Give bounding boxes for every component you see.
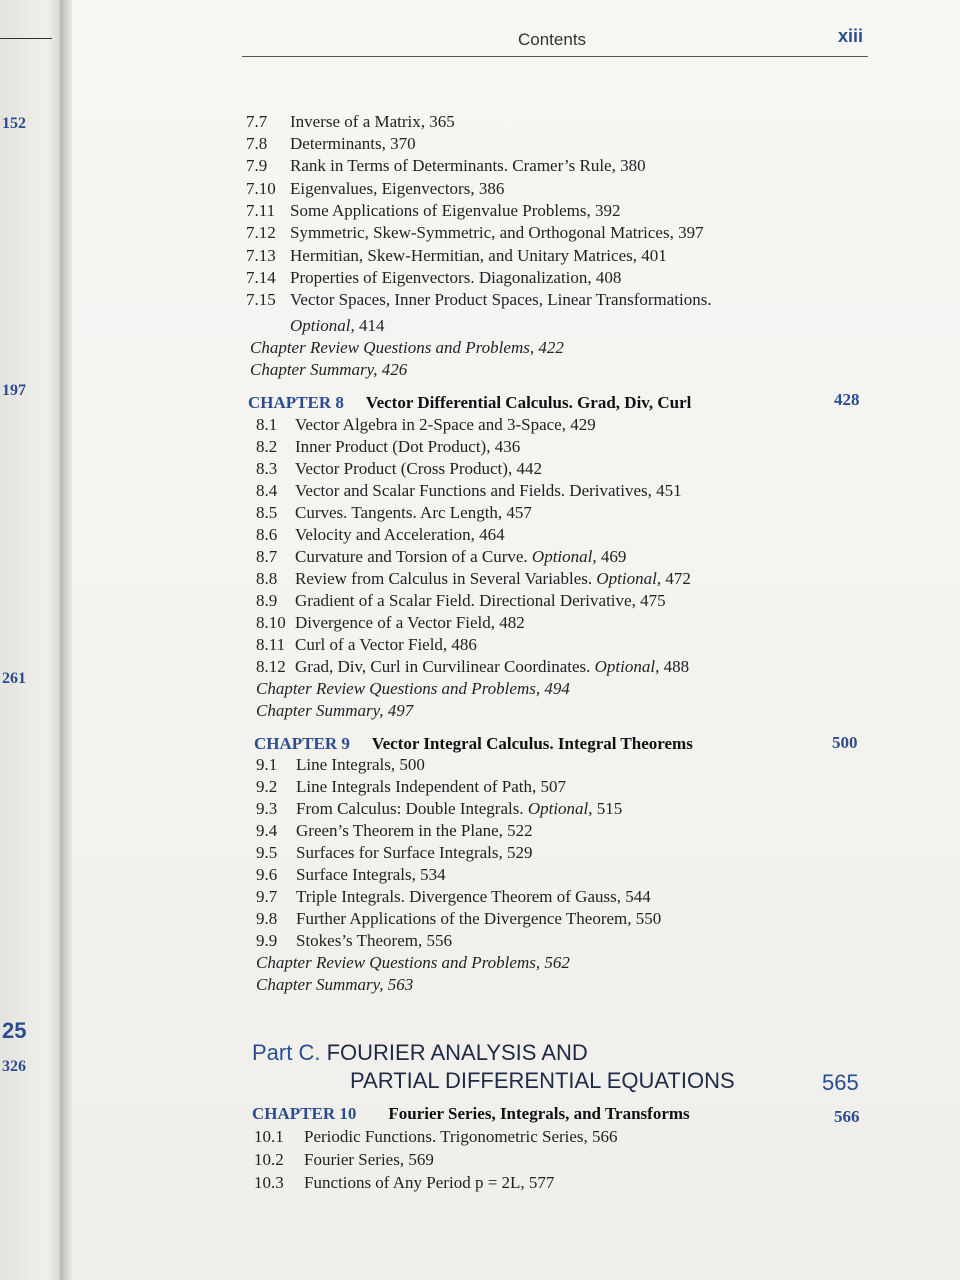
toc-entry: 9.5 Surfaces for Surface Integrals, 529 <box>256 843 533 862</box>
chapter-heading: CHAPTER 10 Fourier Series, Integrals, and Transforms <box>252 1104 690 1123</box>
toc-entry: 10.3 Functions of Any Period p = 2L, 577 <box>254 1173 555 1192</box>
toc-entry: 8.3 Vector Product (Cross Product), 442 <box>256 459 542 478</box>
facing-page-number: 326 <box>2 1058 26 1075</box>
chapter-page-number: 566 <box>834 1107 860 1126</box>
toc-entry: 10.2 Fourier Series, 569 <box>254 1150 434 1169</box>
chapter-page-number: 428 <box>834 390 860 409</box>
facing-page-number: 261 <box>2 670 26 687</box>
facing-page-rule <box>0 38 52 39</box>
toc-entry: 7.10 Eigenvalues, Eigenvectors, 386 <box>246 179 505 198</box>
toc-entry-continuation: Optional, 414 <box>290 316 385 335</box>
toc-entry: 9.1 Line Integrals, 500 <box>256 755 425 774</box>
chapter-review-entry: Chapter Review Questions and Problems, 562 <box>256 953 570 972</box>
toc-entry: 8.4 Vector and Scalar Functions and Fields. Derivatives, 451 <box>256 481 682 500</box>
toc-entry: 7.11 Some Applications of Eigenvalue Problems, 392 <box>246 201 621 220</box>
chapter-review-entry: Chapter Review Questions and Problems, 422 <box>250 338 564 357</box>
toc-entry: 8.5 Curves. Tangents. Arc Length, 457 <box>256 503 532 522</box>
toc-entry: 8.8 Review from Calculus in Several Variables. Optional, 472 <box>256 569 691 588</box>
toc-entry: 9.8 Further Applications of the Divergence Theorem, 550 <box>256 909 662 928</box>
header-rule <box>242 56 868 57</box>
facing-page-edge <box>0 0 68 1280</box>
running-head-title: Contents <box>518 30 587 49</box>
toc-entry: 7.14 Properties of Eigenvectors. Diagonalization, 408 <box>246 268 622 287</box>
toc-entry: 8.10 Divergence of a Vector Field, 482 <box>256 613 525 632</box>
toc-entry: 9.3 From Calculus: Double Integrals. Optional, 515 <box>256 799 623 818</box>
toc-entry: 8.12 Grad, Div, Curl in Curvilinear Coordinates. Optional, 488 <box>256 657 690 676</box>
toc-entry: 7.15 Vector Spaces, Inner Product Spaces, Linear Transformations. <box>246 290 712 309</box>
toc-entry: 8.1 Vector Algebra in 2-Space and 3-Space, 429 <box>256 415 596 434</box>
toc-entry: 10.1 Periodic Functions. Trigonometric Series, 566 <box>254 1127 618 1146</box>
chapter-summary-entry: Chapter Summary, 426 <box>250 360 408 379</box>
toc-entry: 7.8 Determinants, 370 <box>246 134 416 153</box>
toc-entry: 9.7 Triple Integrals. Divergence Theorem of Gauss, 544 <box>256 887 651 906</box>
facing-page-number: 25 <box>2 1018 27 1043</box>
toc-entry: 8.6 Velocity and Acceleration, 464 <box>256 525 505 544</box>
toc-entry: 7.12 Symmetric, Skew-Symmetric, and Orthogonal Matrices, 397 <box>246 223 704 242</box>
chapter-summary-entry: Chapter Summary, 497 <box>256 701 414 720</box>
toc-entry: 7.7 Inverse of a Matrix, 365 <box>246 112 455 131</box>
toc-entry: 9.9 Stokes’s Theorem, 556 <box>256 931 452 950</box>
toc-entry: 9.2 Line Integrals Independent of Path, 507 <box>256 777 567 796</box>
part-page-number: 565 <box>822 1070 859 1095</box>
chapter-review-entry: Chapter Review Questions and Problems, 494 <box>256 679 570 698</box>
toc-entry: 8.2 Inner Product (Dot Product), 436 <box>256 437 521 456</box>
toc-entry: 8.11 Curl of a Vector Field, 486 <box>256 635 477 654</box>
chapter-heading: CHAPTER 8 Vector Differential Calculus. Grad, Div, Curl <box>248 393 692 412</box>
chapter-page-number: 500 <box>832 733 858 752</box>
chapter-heading: CHAPTER 9 Vector Integral Calculus. Integral Theorems <box>254 734 693 753</box>
part-heading-line2: PARTIAL DIFFERENTIAL EQUATIONS <box>350 1068 735 1093</box>
toc-entry: 9.6 Surface Integrals, 534 <box>256 865 446 884</box>
facing-page-number: 152 <box>2 115 26 132</box>
toc-entry: 7.13 Hermitian, Skew-Hermitian, and Unitary Matrices, 401 <box>246 246 667 265</box>
toc-entry: 8.9 Gradient of a Scalar Field. Directional Derivative, 475 <box>256 591 666 610</box>
page-number: xiii <box>838 26 864 46</box>
facing-page-number: 197 <box>2 382 26 399</box>
part-heading: Part C. FOURIER ANALYSIS AND <box>252 1040 588 1065</box>
chapter-summary-entry: Chapter Summary, 563 <box>256 975 414 994</box>
toc-entry: 8.7 Curvature and Torsion of a Curve. Optional, 469 <box>256 547 627 566</box>
toc-entry: 7.9 Rank in Terms of Determinants. Cramer’s Rule, 380 <box>246 156 646 175</box>
toc-entry: 9.4 Green’s Theorem in the Plane, 522 <box>256 821 533 840</box>
